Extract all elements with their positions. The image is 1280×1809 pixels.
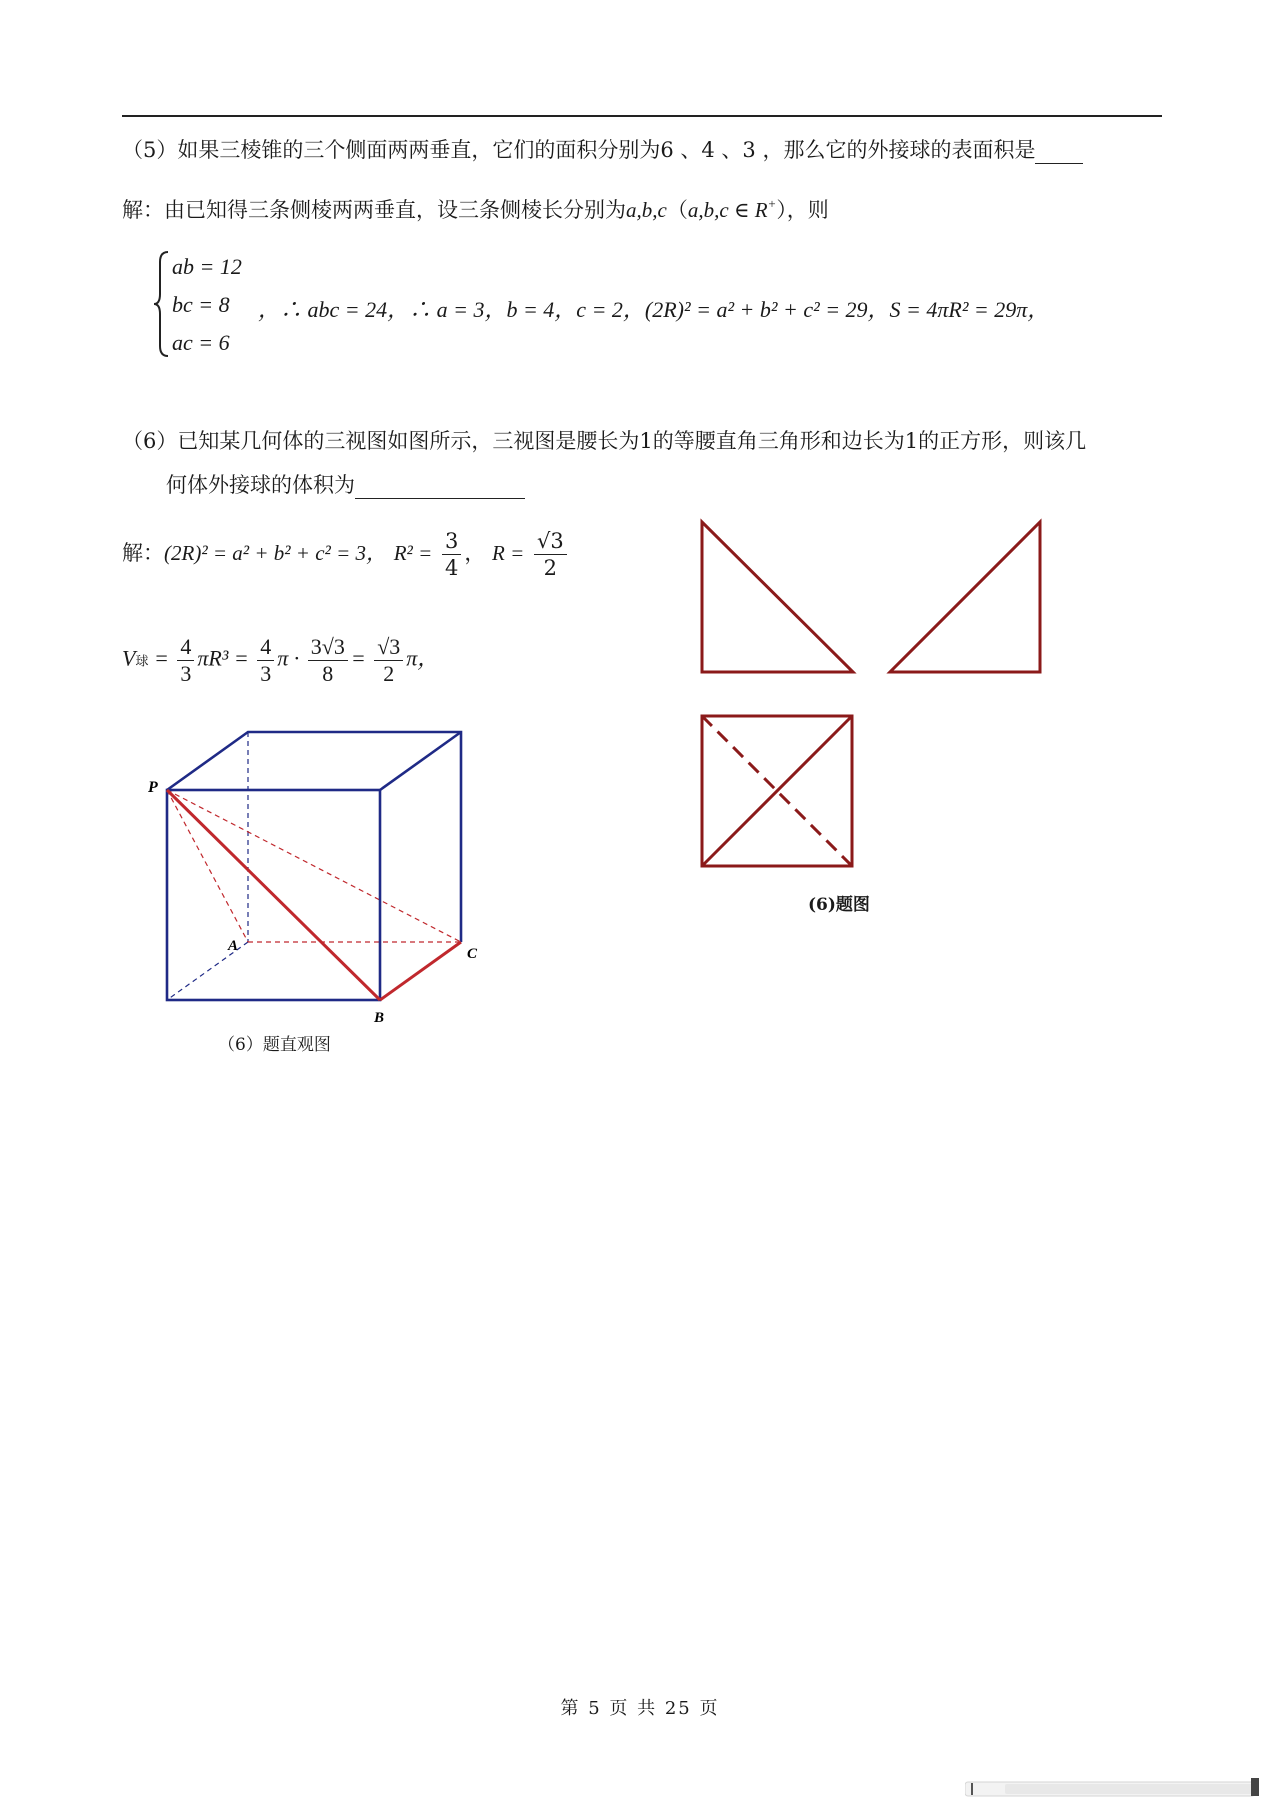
q6-frac-r2 [442,528,461,581]
q6-solution-line1 [122,528,570,581]
q6-frac-r [534,528,567,581]
edge-pa [167,790,248,942]
front-view-triangle [702,522,853,672]
q5-sol-vars: a,b,c [626,198,667,222]
fraction-numerator: √3 [374,634,403,661]
fraction-denominator: 2 [543,556,557,580]
q6-sol-sep: ， [464,541,486,565]
fraction-denominator: 4 [444,556,459,580]
edge-pc [167,790,461,942]
vertex-label-p: P [148,779,158,796]
vertex-label-a: A [228,938,239,954]
views-caption: (6)题图 [808,895,870,915]
page-scrollbar[interactable] [965,1774,1262,1802]
q6-vol-end: π， [406,645,440,671]
q6-question-line2 [166,469,525,499]
scrollbar-end-icon [1251,1778,1259,1796]
q5-sol-paren-open: （ [666,198,688,222]
q6-vol-frac4 [374,634,403,687]
q5-system-rows [172,248,242,362]
cube-caption: （6）题直观图 [218,1035,331,1055]
fraction-denominator: 2 [383,661,395,686]
edge-pb [167,790,380,1000]
q6-vol-frac2 [257,634,274,687]
left-brace-icon [152,248,174,360]
side-view-triangle [890,522,1040,672]
cube-edge [380,732,461,790]
q5-sol-prefix: 解：由已知得三条侧棱两两垂直，设三条侧棱长分别为 [122,198,626,222]
q6-question-line2-text: 何体外接球的体积为 [166,473,355,497]
fraction-numerator: √3 [534,528,567,555]
fraction-denominator: 3 [260,661,272,686]
q6-vol-mid2: π · [277,645,300,671]
q6-vol-frac1 [177,634,194,687]
q6-answer-blank [355,476,525,499]
q5-system-row: ab = 12 [172,254,242,279]
q6-vol-eq: = [350,645,366,671]
q5-equation-system [152,248,272,360]
edge-bc [380,942,461,1000]
fraction-numerator: 3 [442,528,461,555]
q6-volume-line: V球 = $\frac{4}{3}$ πR³ = $\frac{4}{3}$ π · $\frac{3√3}{8}$ = $\frac{√3}{2}$ π， [122,634,440,686]
q6-sol-r: R = [492,541,525,565]
q6-question-line1: （6）已知某几何体的三视图如图所示，三视图是腰长为1的等腰直角三角形和边长为1的正方形，则该几 [122,429,1087,453]
fraction-numerator: 4 [177,634,194,661]
q6-vol-frac3 [308,634,348,687]
q6-sol-prefix: 解： [122,541,164,565]
q6-sol-r2: R² = [393,541,433,565]
scrollbar-thumb[interactable] [1005,1784,1255,1794]
q5-question [122,134,1083,164]
q5-chain: ，∴ abc = 24，∴ a = 3，b = 4，c = 2，(2R)² = a² + b² + c² = 29，S = 4πR² = 29π， [258,297,1050,322]
q6-vol-V: V [122,645,136,671]
q5-sol-cond-sup: + [767,196,777,211]
q5-system-row: bc = 8 [172,292,230,317]
q6-vol-sub: 球 [135,653,149,669]
q6-vol-mid1: πR³ = [197,645,249,671]
q5-sol-paren-close: ），则 [776,198,829,222]
fraction-denominator: 3 [180,661,192,686]
q5-answer-blank [1035,141,1083,164]
vertex-label-b: B [374,1010,385,1026]
q5-system-row: ac = 6 [172,330,230,355]
q6-sol-eq1: (2R)² = a² + b² + c² = 3， [164,541,388,565]
fraction-denominator: 8 [322,661,334,686]
q5-solution-line [122,194,829,224]
q5-sol-cond: a,b,c ∈ R [687,198,768,222]
cube-figure [140,720,500,1030]
fraction-numerator: 4 [257,634,274,661]
fraction-numerator: 3√3 [308,634,348,661]
page-number-footer: 第 5 页 共 25 页 [560,1698,720,1719]
three-views-figure [690,510,1060,870]
q5-question-text: （5）如果三棱锥的三个侧面两两垂直，它们的面积分别为6 、4 、3 ，那么它的外接球的表面积是 [122,138,1036,162]
scrollbar-tick-icon [971,1783,973,1795]
vertex-label-c: C [467,946,478,962]
top-rule [122,115,1162,117]
